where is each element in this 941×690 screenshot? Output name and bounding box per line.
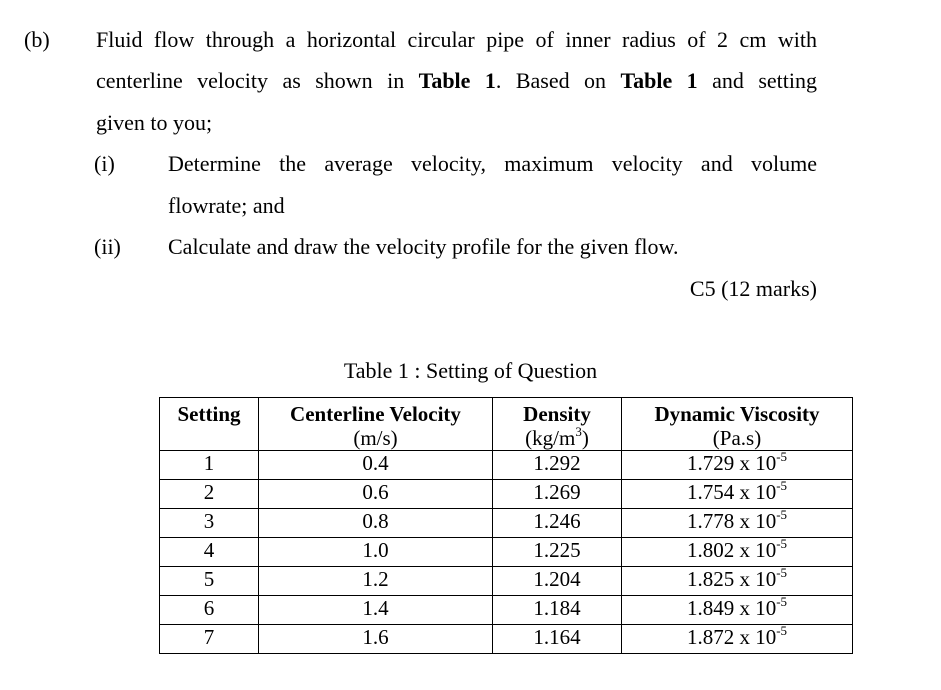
cell-setting: 7: [160, 625, 259, 654]
table-row: [160, 596, 853, 625]
question-line-3: given to you;: [96, 110, 213, 135]
cell-density: 1.164: [493, 625, 622, 654]
cell-density: 1.225: [493, 538, 622, 567]
settings-table: [159, 397, 853, 654]
subpart-i-line-2: flowrate; and: [168, 193, 285, 218]
header-velocity-unit: (m/s): [353, 426, 398, 450]
table-header-row: [160, 398, 853, 451]
cell-centerline-velocity: 1.4: [259, 596, 493, 625]
cell-density: 1.184: [493, 596, 622, 625]
subpart-i-label: (i): [94, 151, 115, 176]
header-setting: Setting: [160, 398, 259, 451]
header-density-unit: $(kg/m^3)$: [525, 424, 589, 450]
table-row: [160, 509, 853, 538]
subpart-ii-label: (ii): [94, 234, 121, 259]
cell-setting: 2: [160, 480, 259, 509]
subpart-ii-line-1: Calculate and draw the velocity profile for the given flow.: [168, 234, 679, 259]
cell-dynamic-viscosity: 1.729 x $10^{-5}$: [622, 451, 853, 480]
question-line-1: Fluid flow through a horizontal circular pipe of inner radius of 2 cm with: [96, 27, 817, 52]
cell-setting: 4: [160, 538, 259, 567]
question-label: (b): [24, 27, 50, 52]
table-reference: Table 1: [620, 68, 698, 93]
cell-centerline-velocity: 1.2: [259, 567, 493, 596]
subpart-i-line-1: Determine the average velocity, maximum velocity and volume: [168, 151, 817, 176]
header-viscosity-unit: (Pa.s): [712, 426, 762, 450]
table-row: [160, 451, 853, 480]
table-reference: Table 1: [418, 68, 496, 93]
cell-density: 1.246: [493, 509, 622, 538]
cell-dynamic-viscosity: 1.825 x $10^{-5}$: [622, 567, 853, 596]
header-centerline-velocity: Centerline Velocity (m/s): [259, 398, 493, 451]
cell-centerline-velocity: 1.6: [259, 625, 493, 654]
cell-setting: 6: [160, 596, 259, 625]
header-dynamic-viscosity: Dynamic Viscosity (Pa.s): [622, 398, 853, 451]
cell-dynamic-viscosity: 1.802 x $10^{-5}$: [622, 538, 853, 567]
table-caption: Table 1 : Setting of Question: [343, 358, 598, 383]
cell-dynamic-viscosity: 1.872 x $10^{-5}$: [622, 625, 853, 654]
table-row: [160, 567, 853, 596]
cell-centerline-velocity: 0.4: [259, 451, 493, 480]
table-row: [160, 480, 853, 509]
header-density: Density $(kg/m^3)$: [493, 398, 622, 451]
cell-dynamic-viscosity: 1.754 x $10^{-5}$: [622, 480, 853, 509]
cell-setting: 1: [160, 451, 259, 480]
cell-centerline-velocity: 1.0: [259, 538, 493, 567]
cell-setting: 5: [160, 567, 259, 596]
question-line-2: centerline velocity as shown in Table 1. Based on Table 1 and setting: [96, 68, 817, 93]
cell-density: 1.269: [493, 480, 622, 509]
cell-setting: 3: [160, 509, 259, 538]
cell-dynamic-viscosity: 1.849 x $10^{-5}$: [622, 596, 853, 625]
cell-density: 1.204: [493, 567, 622, 596]
cell-centerline-velocity: 0.6: [259, 480, 493, 509]
cell-dynamic-viscosity: 1.778 x $10^{-5}$: [622, 509, 853, 538]
table-row: [160, 625, 853, 654]
cell-density: 1.292: [493, 451, 622, 480]
marks-label: C5 (12 marks): [689, 276, 817, 301]
table-row: [160, 538, 853, 567]
cell-centerline-velocity: 0.8: [259, 509, 493, 538]
